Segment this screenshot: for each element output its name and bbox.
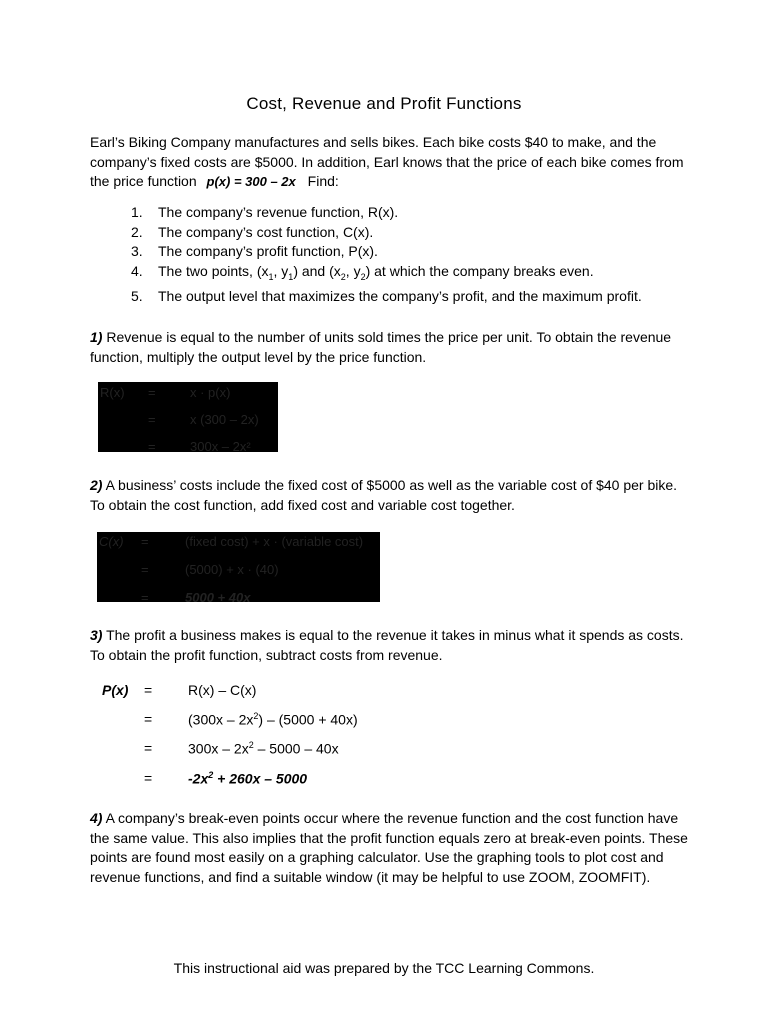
cost-equation-box: C(x) = (fixed cost) + x · (variable cost) = (5000) + x · (40) = 5000 + 40x xyxy=(97,532,380,602)
section-2-paragraph: 2) A business’ costs include the fixed cost of $5000 as well as the variable cost of $40 per bike. To obtain the cost function, add fixed cost and variable cost together. xyxy=(90,477,678,513)
list-item: 1. The company’s revenue function, R(x). xyxy=(131,204,399,220)
price-function: p(x) = 300 – 2x xyxy=(206,174,296,189)
intro-text: Earl’s Biking Company manufactures and sells bikes. Each bike costs $40 to make, and the company’s fixed costs are $5000. In addition, Earl knows that the price of each bike comes from the price function xyxy=(90,134,684,189)
list-item: 2. The company’s cost function, C(x). xyxy=(131,223,374,240)
find-label: Find: xyxy=(307,173,339,189)
section-1-paragraph: 1) Revenue is equal to the number of units sold times the price per unit. To obtain the revenue function, multiply the output level by the price function. xyxy=(90,329,672,365)
list-item: 5. The output level that maximizes the company’s profit, and the maximum profit. xyxy=(131,287,642,304)
section-4-paragraph: 4) A company’s break-even points occur where the revenue function and the cost function have the same value. This also implies that the profit function equals zero at break-even points. These points are found most easily on a graphing calculator. Use the graphing tools to plot cost and revenue functions, and find a suitable window (it may be helpful to use ZOOM, ZOOMFIT). xyxy=(90,810,688,885)
list-item: 3. The company’s profit function, P(x). xyxy=(131,243,378,259)
task-list xyxy=(131,203,651,306)
profit-equation-block: P(x) = R(x) – C(x) = $(300x - 2x^2) - (5000 + 40x)$ = $300x - 2x^2 - 5000 - 40x$ = $-2x^2 + 260x - 5000$ xyxy=(102,682,358,787)
page-title: Cost, Revenue and Profit Functions xyxy=(246,94,522,113)
list-item: 4. The two points, ($x_1$, $y_1$) and ($x_2$, $y_2$) at which the company breaks even. xyxy=(131,262,594,282)
section-3-paragraph: 3) The profit a business makes is equal to the revenue it takes in minus what it spends as costs. To obtain the profit function, subtract costs from revenue. xyxy=(90,627,684,663)
intro-paragraph xyxy=(90,133,690,192)
revenue-equation-box: R(x) = x · p(x) = x (300 – 2x) = 300x – 2x² xyxy=(98,382,278,452)
footer-note: This instructional aid was prepared by the TCC Learning Commons. xyxy=(173,960,595,976)
